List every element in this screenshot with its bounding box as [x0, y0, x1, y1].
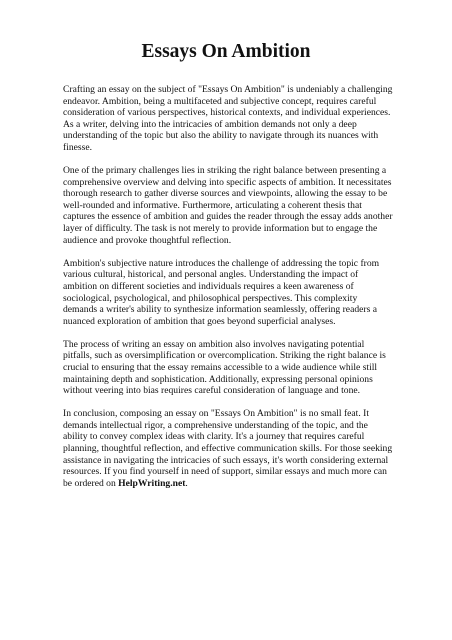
paragraph-4: The process of writing an essay on ambition also involves navigating potential pitfalls, such as oversimplification or overcomplication. Striking the right balance is crucial to ensuring that the essay remains accessible to a wide audience while still maintaining depth and sophistication. Additionally, expressing personal opinions without veering into bias requires careful consideration of language and tone.: [63, 338, 386, 397]
essay-body: [63, 84, 393, 501]
paragraph-5-text: In conclusion, composing an essay on "Essays On Ambition" is no small feat. It demands intellectual rigor, a comprehensive understanding of the topic, and the ability to convey complex ideas with clarity. It's a journey that requires careful planning, thoughtful reflection, and effective communication skills. For those seeking assistance in navigating the intricacies of such essays, it's worth considering external resources. If you find yourself in need of support, similar essays and much more can be ordered on: [63, 408, 393, 489]
paragraph-3: Ambition's subjective nature introduces the challenge of addressing the topic from various cultural, historical, and personal angles. Understanding the impact of ambition on different societies and individuals requires a keen awareness of sociological, psychological, and philosophical perspectives. This complexity demands a writer's ability to synthesize information seamlessly, offering readers a nuanced exploration of ambition that goes beyond superficial analyses.: [63, 257, 380, 327]
paragraph-1: Crafting an essay on the subject of "Essays On Ambition" is undeniably a challenging endeavor. Ambition, being a multifaceted and subjective concept, requires careful consideration of various perspectives, historical contexts, and individual experiences. As a writer, delving into the intricacies of ambition demands not only a deep understanding of the topic but also the ability to navigate through its nuances with finesse.: [63, 84, 393, 153]
paragraph-5: [63, 408, 393, 489]
page-title: Essays On Ambition: [141, 41, 311, 62]
paragraph-2: One of the primary challenges lies in striking the right balance between presenting a comprehensive overview and delving into specific aspects of ambition. It necessitates thorough research to gather diverse sources and viewpoints, allowing the essay to be well-rounded and informative. Furthermore, articulating a coherent thesis that captures the essence of ambition and guides the reader through the essay adds another layer of difficulty. The task is not merely to provide information but to engage the audience and provoke thoughtful reflection.: [63, 165, 393, 246]
paragraph-5-suffix: .: [185, 477, 188, 489]
helpwriting-link[interactable]: HelpWriting.net: [118, 477, 186, 489]
